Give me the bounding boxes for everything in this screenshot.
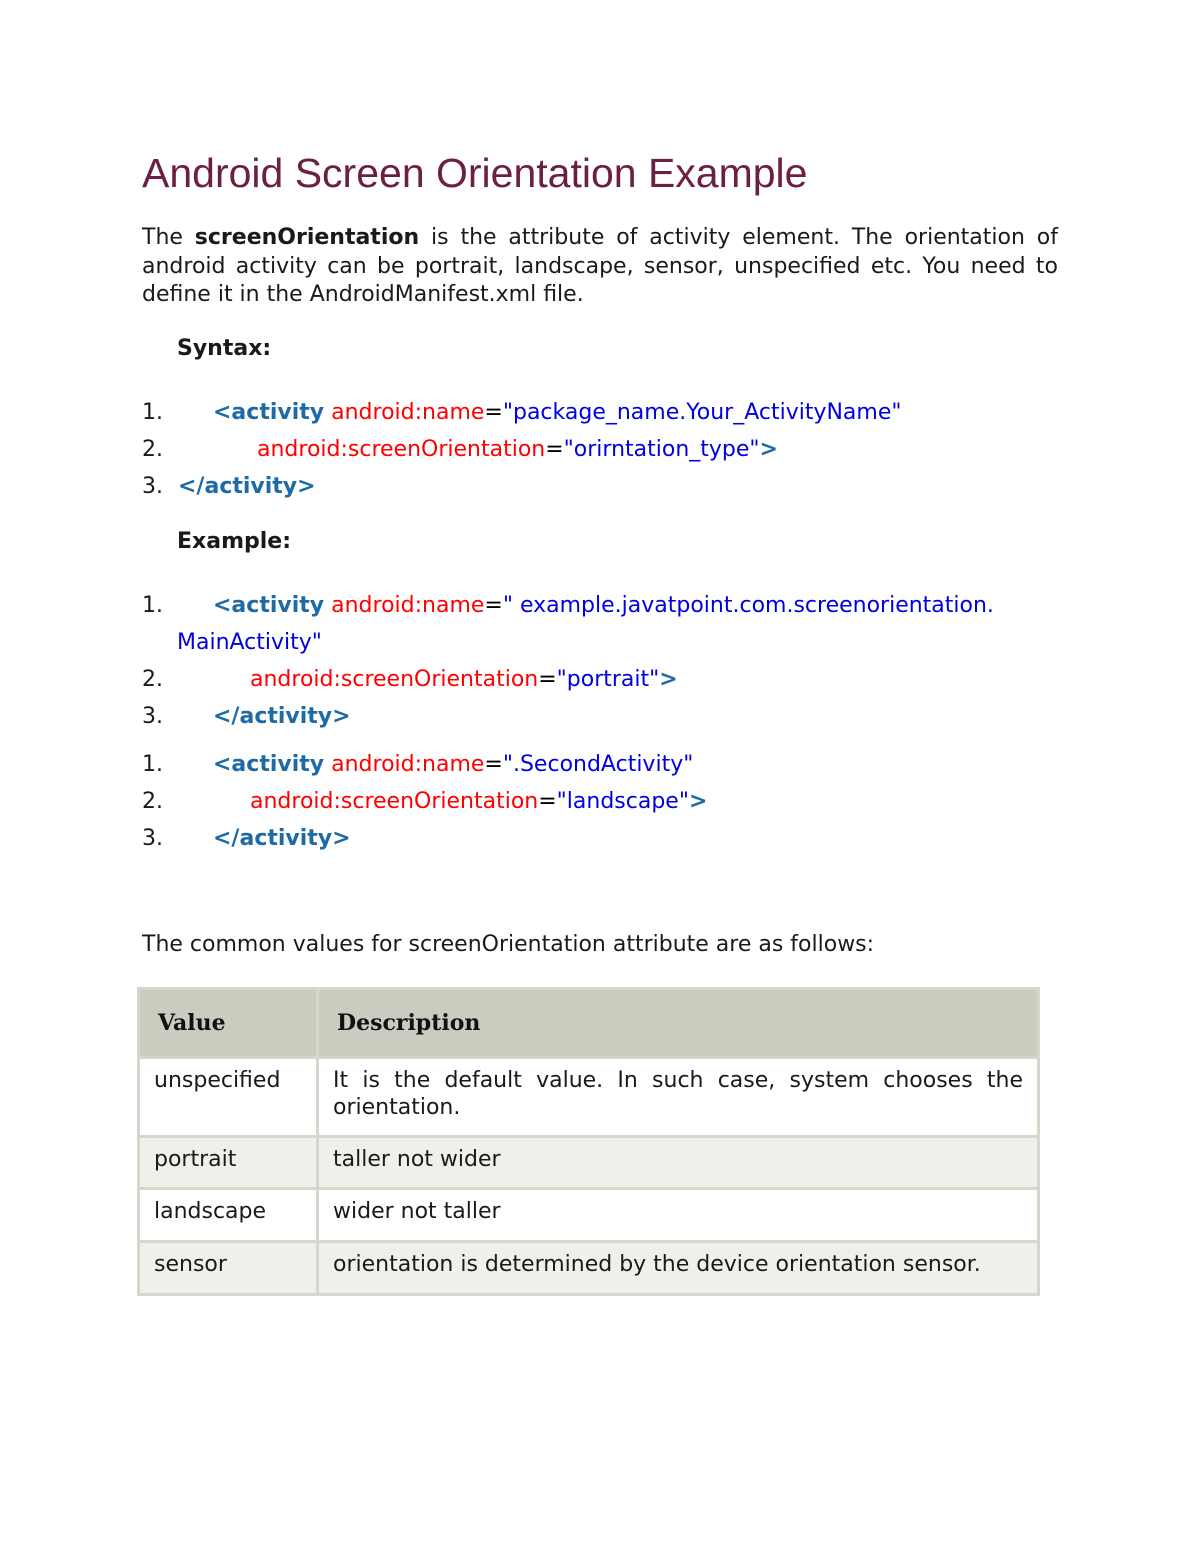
table-row xyxy=(139,1242,1039,1295)
code-tag: <activity xyxy=(213,752,325,777)
line-number: 2. xyxy=(142,437,163,462)
code-tag: </activity> xyxy=(178,474,316,499)
code-tag: <activity xyxy=(213,593,325,618)
syntax-label: Syntax: xyxy=(177,336,272,361)
code-value: "portrait" xyxy=(556,667,660,692)
cell-value: unspecified xyxy=(139,1058,318,1137)
header-value: Value xyxy=(139,989,318,1058)
code-tag-close: > xyxy=(759,437,778,462)
orientation-values-table xyxy=(137,987,1040,1296)
code-equals: = xyxy=(538,789,557,814)
code-attribute: android:name xyxy=(331,400,485,425)
intro-text-rest: is the attribute of activity element. The orientation of android activity can be portrait, landscape, sensor, unspecified etc. You need to define it in the AndroidManifest.xml file. xyxy=(142,225,1058,307)
code-equals: = xyxy=(545,437,564,462)
intro-paragraph xyxy=(142,224,1058,310)
table-row xyxy=(139,1058,1039,1137)
intro-text-start: The xyxy=(142,225,195,250)
table-row xyxy=(139,1189,1039,1242)
code-attribute: android:name xyxy=(331,752,485,777)
header-description: Description xyxy=(318,989,1039,1058)
code-tag-close: > xyxy=(659,667,678,692)
table-header-row xyxy=(139,989,1039,1058)
code-equals: = xyxy=(538,667,557,692)
cell-value: landscape xyxy=(139,1189,318,1242)
cell-description: wider not taller xyxy=(318,1189,1039,1242)
code-tag: </activity> xyxy=(213,826,351,851)
code-value: MainActivity" xyxy=(177,630,322,655)
example-label: Example: xyxy=(177,529,291,554)
line-number: 1. xyxy=(142,752,163,777)
line-number: 3. xyxy=(142,704,163,729)
code-tag: <activity xyxy=(213,400,325,425)
page-title: Android Screen Orientation Example xyxy=(142,150,808,196)
code-attribute: android:screenOrientation xyxy=(250,667,539,692)
cell-description: taller not wider xyxy=(318,1137,1039,1189)
values-lead-text: The common values for screenOrientation attribute are as follows: xyxy=(142,932,875,957)
line-number: 1. xyxy=(142,400,163,425)
code-value: " example.javatpoint.com.screenorientation. xyxy=(502,593,994,618)
line-number: 3. xyxy=(142,826,163,851)
line-number: 3. xyxy=(142,474,163,499)
table-row xyxy=(139,1137,1039,1189)
code-value: "package_name.Your_ActivityName" xyxy=(502,400,902,425)
line-number: 1. xyxy=(142,593,163,618)
line-number: 2. xyxy=(142,667,163,692)
code-attribute: android:screenOrientation xyxy=(257,437,546,462)
code-attribute: android:name xyxy=(331,593,485,618)
cell-description: orientation is determined by the device orientation sensor. xyxy=(318,1242,1039,1295)
code-equals: = xyxy=(484,752,503,777)
code-tag: </activity> xyxy=(213,704,351,729)
cell-description: It is the default value. In such case, system chooses the orientation. xyxy=(318,1058,1039,1137)
cell-value: sensor xyxy=(139,1242,318,1295)
code-value: ".SecondActivity" xyxy=(502,752,694,777)
line-number: 2. xyxy=(142,789,163,814)
code-value: "orirntation_type" xyxy=(563,437,760,462)
cell-value: portrait xyxy=(139,1137,318,1189)
code-tag-close: > xyxy=(688,789,708,814)
code-equals: = xyxy=(484,593,503,618)
code-value: "landscape" xyxy=(556,789,689,814)
intro-keyword: screenOrientation xyxy=(194,225,420,250)
code-equals: = xyxy=(484,400,503,425)
code-attribute: android:screenOrientation xyxy=(250,789,539,814)
